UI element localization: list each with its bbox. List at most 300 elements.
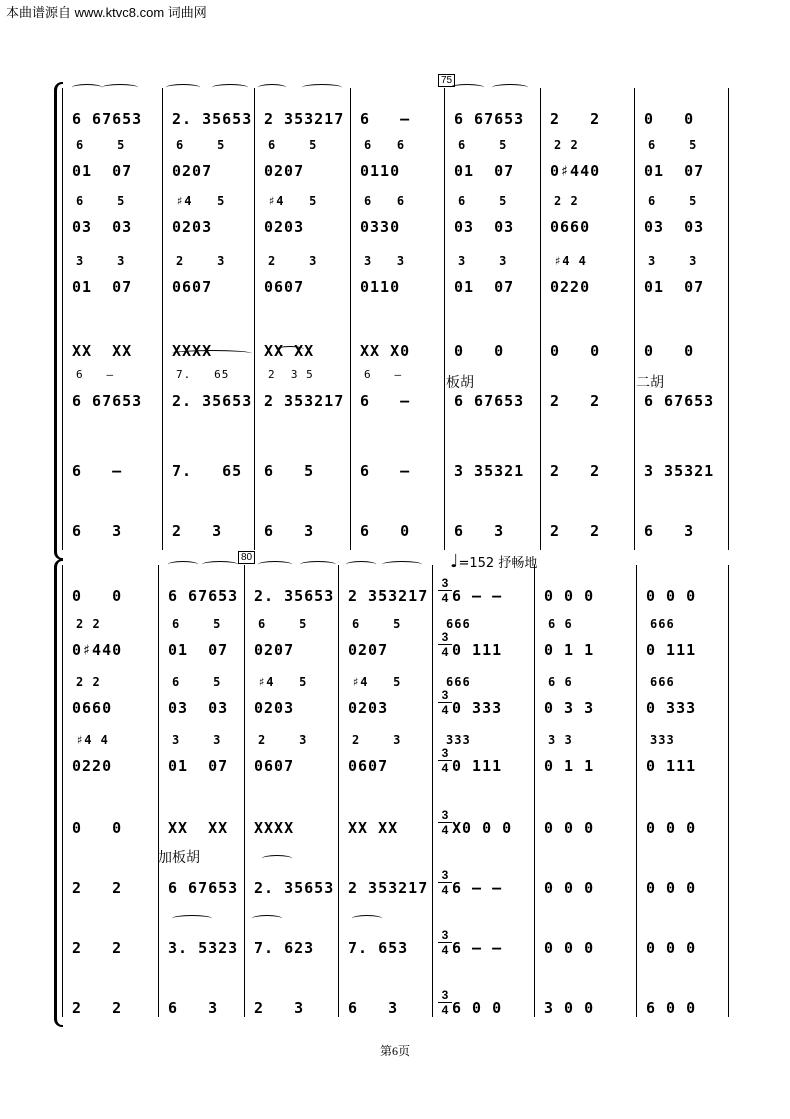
chord-upper-notes: 7. 65 [176, 368, 230, 381]
measure [534, 917, 636, 961]
measure [540, 140, 634, 184]
measure-notes: 6 67653 [454, 392, 525, 410]
measure-notes: 6 3 [454, 522, 505, 540]
chord-upper-notes: 6 5 [458, 138, 508, 152]
measure [634, 256, 730, 300]
measure [444, 196, 540, 240]
staff-row [62, 677, 730, 721]
slur-mark [172, 915, 212, 922]
measure-notes: 7. 653 [348, 939, 409, 957]
measure [444, 500, 540, 544]
measure-notes: 0 111 [646, 641, 697, 659]
slur-mark [166, 84, 200, 91]
staff-row [62, 797, 730, 841]
measure-notes: 01 07 [168, 641, 229, 659]
measure [350, 88, 444, 132]
measure-notes: 3 0 0 [544, 999, 595, 1017]
slur-mark [346, 561, 376, 568]
slur-mark [352, 915, 382, 922]
measure [162, 196, 254, 240]
measure-notes: 6 – [72, 462, 123, 480]
time-signature-top: 3 [441, 928, 449, 942]
measure-notes: 0207 [348, 641, 389, 659]
slur-mark [276, 346, 304, 353]
measure-notes: 0 0 0 [544, 939, 595, 957]
measure [162, 256, 254, 300]
measure-notes: 01 07 [454, 162, 515, 180]
staff-row [62, 320, 730, 364]
measure-notes: 6 3 [348, 999, 399, 1017]
time-signature [438, 747, 452, 774]
measure [62, 256, 162, 300]
measure-notes: XX XX [168, 819, 229, 837]
slur-mark [72, 84, 102, 91]
measure [540, 500, 634, 544]
measure-notes: 2 2 [72, 879, 123, 897]
slur-mark [382, 561, 422, 568]
measure [350, 500, 444, 544]
chord-upper-notes: 6 5 [648, 194, 698, 208]
measure-notes: 2 353217 [348, 879, 429, 897]
measure [158, 735, 244, 779]
measure-notes: 2 2 [550, 462, 601, 480]
measure-notes: 0 0 [72, 819, 123, 837]
measure-notes: 0 111 [452, 757, 503, 775]
staff-row [62, 370, 730, 414]
time-signature [438, 989, 452, 1016]
chord-upper-notes: 666 [446, 617, 471, 631]
measure-notes: 0 0 [72, 587, 123, 605]
measure-notes: 6 0 0 [452, 999, 503, 1017]
time-signature [438, 869, 452, 896]
measure-notes: 0 111 [452, 641, 503, 659]
measure [62, 140, 162, 184]
measure-notes: 7. 65 [172, 462, 243, 480]
measure-notes: 0 333 [452, 699, 503, 717]
instrument-label-erhu: 二胡 [636, 375, 664, 391]
measure-notes: 6 67653 [168, 587, 239, 605]
measure-notes: 0 0 [644, 110, 695, 128]
measure [244, 857, 338, 901]
measure [62, 440, 162, 484]
time-signature-top: 3 [441, 576, 449, 590]
measure-notes: XX XX [348, 819, 399, 837]
chord-upper-notes: 333 [446, 733, 471, 747]
measure [62, 196, 162, 240]
measure-notes: 03 03 [168, 699, 229, 717]
measure-notes: 2 2 [550, 110, 601, 128]
measure-notes: 0203 [348, 699, 389, 717]
measure-notes: 0207 [172, 162, 213, 180]
time-signature-top: 3 [441, 988, 449, 1002]
chord-upper-notes: 2 3 [258, 733, 308, 747]
measure [162, 440, 254, 484]
measure-notes: 0203 [172, 218, 213, 236]
time-signature-bottom: 4 [441, 761, 449, 775]
score-system-1 [62, 75, 730, 550]
measure [338, 857, 432, 901]
slur-mark [300, 561, 336, 568]
chord-upper-notes: 6 5 [648, 138, 698, 152]
chord-upper-notes: 6 6 [548, 617, 573, 631]
time-signature-top: 3 [441, 808, 449, 822]
measure [254, 320, 350, 364]
measure [350, 196, 444, 240]
chord-upper-notes: 6 5 [268, 138, 318, 152]
time-signature [438, 689, 452, 716]
measure-notes: 0 1 1 [544, 641, 595, 659]
rehearsal-mark: 75 [438, 74, 455, 87]
measure-notes: 0 0 0 [646, 879, 697, 897]
measure [540, 196, 634, 240]
measure-notes: 0220 [72, 757, 113, 775]
measure-notes: 0660 [72, 699, 113, 717]
chord-upper-notes: 6 5 [76, 138, 126, 152]
chord-upper-notes: ♯4 4 [554, 254, 587, 268]
staff-row [62, 565, 730, 609]
measure-notes: 0 111 [646, 757, 697, 775]
measure-notes: 01 07 [644, 162, 705, 180]
measure [62, 797, 158, 841]
measure-notes: 6 3 [168, 999, 219, 1017]
measure [244, 735, 338, 779]
chord-upper-notes: 2 3 [352, 733, 402, 747]
measure [534, 977, 636, 1021]
measure-notes: X0 0 0 [452, 819, 513, 837]
measure [254, 196, 350, 240]
measure-notes: 6 67653 [72, 392, 143, 410]
measure [634, 140, 730, 184]
measure-notes: 0 0 0 [544, 819, 595, 837]
staff-row [62, 735, 730, 779]
measure [338, 677, 432, 721]
measure [158, 977, 244, 1021]
chord-upper-notes: 6 5 [352, 617, 402, 631]
measure [350, 140, 444, 184]
measure-notes: 0110 [360, 278, 401, 296]
chord-upper-notes: 2 2 [76, 675, 101, 689]
measure [338, 619, 432, 663]
time-signature [438, 577, 452, 604]
chord-upper-notes: 6 6 [364, 194, 406, 208]
measure-notes: 0110 [360, 162, 401, 180]
slur-mark [172, 350, 252, 357]
measure [158, 677, 244, 721]
measure [62, 320, 162, 364]
measure [636, 619, 730, 663]
slur-mark [492, 84, 528, 91]
measure-notes: 03 03 [454, 218, 515, 236]
measure [534, 735, 636, 779]
measure-notes: 0607 [264, 278, 305, 296]
measure [62, 500, 162, 544]
staff-row [62, 977, 730, 1021]
measure-notes: 6 67653 [72, 110, 143, 128]
time-signature-top: 3 [441, 630, 449, 644]
measure [158, 797, 244, 841]
chord-upper-notes: 6 – [76, 368, 115, 381]
measure-notes: 0 0 0 [544, 587, 595, 605]
measure-notes: 0 1 1 [544, 757, 595, 775]
measure [62, 977, 158, 1021]
chord-upper-notes: 2 3 [176, 254, 226, 268]
slur-mark [102, 84, 138, 91]
measure-notes: 2 353217 [264, 392, 345, 410]
time-signature-bottom: 4 [441, 823, 449, 837]
measure [350, 320, 444, 364]
measure [244, 565, 338, 609]
measure [636, 797, 730, 841]
measure [636, 917, 730, 961]
measure [636, 857, 730, 901]
measure [444, 440, 540, 484]
chord-upper-notes: 6 6 [364, 138, 406, 152]
chord-upper-notes: 3 3 [76, 254, 126, 268]
measure-notes: XXXX [172, 342, 213, 360]
measure-notes: 2 3 [254, 999, 305, 1017]
measure [254, 500, 350, 544]
measure [350, 440, 444, 484]
measure [338, 977, 432, 1021]
measure [534, 619, 636, 663]
chord-upper-notes: 6 – [364, 368, 403, 381]
measure-notes: XXXX [254, 819, 295, 837]
measure-notes: 01 07 [72, 278, 133, 296]
measure-notes: 03 03 [644, 218, 705, 236]
measure [636, 677, 730, 721]
measure [338, 917, 432, 961]
measure-notes: 0 0 [644, 342, 695, 360]
measure-notes: 2 353217 [264, 110, 345, 128]
slur-mark [262, 855, 292, 862]
time-signature-bottom: 4 [441, 591, 449, 605]
slur-mark [252, 915, 282, 922]
measure [162, 140, 254, 184]
measure [350, 256, 444, 300]
measure-notes: 6 3 [264, 522, 315, 540]
time-signature-bottom: 4 [441, 703, 449, 717]
staff-row [62, 196, 730, 240]
time-signature [438, 929, 452, 956]
measure [634, 320, 730, 364]
chord-upper-notes: 3 3 [648, 254, 698, 268]
chord-upper-notes: 2 2 [554, 138, 579, 152]
measure-notes: 0 0 0 [646, 587, 697, 605]
measure-notes: 0 0 0 [544, 879, 595, 897]
measure [62, 857, 158, 901]
time-signature-bottom: 4 [441, 943, 449, 957]
measure [62, 917, 158, 961]
measure-notes: 03 03 [72, 218, 133, 236]
measure-notes: 01 07 [72, 162, 133, 180]
measure [540, 256, 634, 300]
chord-upper-notes: 333 [650, 733, 675, 747]
measure-notes: 3 35321 [644, 462, 715, 480]
time-signature-bottom: 4 [441, 883, 449, 897]
measure [534, 677, 636, 721]
time-signature-top: 3 [441, 868, 449, 882]
measure-notes: 0 333 [646, 699, 697, 717]
measure-notes: 2 2 [550, 392, 601, 410]
measure [162, 370, 254, 414]
staff-row [62, 440, 730, 484]
measure [254, 256, 350, 300]
measure-notes: 6 3 [72, 522, 123, 540]
measure [162, 500, 254, 544]
measure [62, 735, 158, 779]
time-signature [438, 809, 452, 836]
measure [444, 320, 540, 364]
measure [636, 735, 730, 779]
time-signature-bottom: 4 [441, 645, 449, 659]
measure-notes: 0203 [254, 699, 295, 717]
measure [634, 440, 730, 484]
measure-notes: 0 0 0 [646, 939, 697, 957]
measure [254, 88, 350, 132]
measure-notes: 0 0 0 [646, 819, 697, 837]
measure [636, 977, 730, 1021]
chord-upper-notes: 6 6 [548, 675, 573, 689]
tempo-marking [450, 551, 537, 572]
measure-notes: 6 5 [264, 462, 315, 480]
slur-mark [450, 84, 484, 91]
measure-notes: XX XX [264, 342, 315, 360]
measure-notes: 6 3 [644, 522, 695, 540]
measure-notes: 2. 35653 [172, 392, 253, 410]
staff-row [62, 140, 730, 184]
measure-notes: 6 – [360, 462, 411, 480]
chord-upper-notes: 666 [650, 617, 675, 631]
measure [254, 140, 350, 184]
barline [728, 88, 729, 550]
time-signature-top: 3 [441, 688, 449, 702]
measure-notes: 6 – [360, 392, 411, 410]
chord-upper-notes: ♯4 5 [352, 675, 402, 689]
measure-notes: 0 3 3 [544, 699, 595, 717]
slur-mark [202, 561, 238, 568]
chord-upper-notes: ♯4 5 [268, 194, 318, 208]
measure [254, 440, 350, 484]
chord-upper-notes: 2 3 [268, 254, 318, 268]
slur-mark [302, 84, 342, 91]
measure [244, 619, 338, 663]
measure-notes: 0203 [264, 218, 305, 236]
chord-upper-notes: 6 5 [458, 194, 508, 208]
measure-notes: 0330 [360, 218, 401, 236]
measure [338, 797, 432, 841]
barline [728, 565, 729, 1017]
measure-notes: 0 0 [550, 342, 601, 360]
measure-notes: 01 07 [644, 278, 705, 296]
site-watermark-header: 本曲谱源自 www.ktvc8.com 词曲网 [6, 5, 207, 20]
measure [62, 370, 162, 414]
measure [244, 677, 338, 721]
measure [62, 677, 158, 721]
measure-notes: XX XX [72, 342, 133, 360]
measure-notes: 0207 [264, 162, 305, 180]
measure [350, 370, 444, 414]
score-system-2 [62, 551, 730, 1017]
time-signature-bottom: 4 [441, 1003, 449, 1017]
measure [244, 797, 338, 841]
measure [254, 370, 350, 414]
measure [634, 500, 730, 544]
measure [534, 565, 636, 609]
chord-upper-notes: ♯4 5 [258, 675, 308, 689]
measure-notes: 2 2 [72, 999, 123, 1017]
measure-notes: 01 07 [454, 278, 515, 296]
chord-upper-notes: 666 [650, 675, 675, 689]
chord-upper-notes: 2 2 [554, 194, 579, 208]
measure [540, 88, 634, 132]
measure [158, 565, 244, 609]
measure-notes: XX X0 [360, 342, 411, 360]
time-signature-top: 3 [441, 746, 449, 760]
measure [534, 857, 636, 901]
instrument-label-banhu: 板胡 [446, 375, 474, 391]
measure-notes: 0607 [172, 278, 213, 296]
rehearsal-mark: 80 [238, 551, 255, 564]
measure [158, 917, 244, 961]
chord-upper-notes: 2 2 [76, 617, 101, 631]
staff-row [62, 256, 730, 300]
measure [244, 977, 338, 1021]
measure [62, 565, 158, 609]
chord-upper-notes: 6 5 [76, 194, 126, 208]
chord-upper-notes: 3 3 [172, 733, 222, 747]
measure-notes: 7. 623 [254, 939, 315, 957]
measure-notes: 01 07 [168, 757, 229, 775]
measure-notes: 6 67653 [454, 110, 525, 128]
measure [540, 370, 634, 414]
chord-upper-notes: 666 [446, 675, 471, 689]
measure-notes: 3. 5323 [168, 939, 239, 957]
measure-notes: 2. 35653 [254, 587, 335, 605]
staff-row [62, 88, 730, 132]
measure-notes: 0607 [348, 757, 389, 775]
measure-notes: 6 – – [452, 879, 503, 897]
measure-notes: 0♯440 [72, 641, 123, 659]
measure [62, 619, 158, 663]
measure-notes: 6 0 0 [646, 999, 697, 1017]
measure [636, 565, 730, 609]
measure [444, 256, 540, 300]
measure-notes: 2. 35653 [172, 110, 253, 128]
instrument-label-jia-banhu: 加板胡 [158, 850, 200, 866]
measure [162, 320, 254, 364]
chord-upper-notes: 6 5 [176, 138, 226, 152]
chord-upper-notes: ♯4 5 [176, 194, 226, 208]
chord-upper-notes: ♯4 4 [76, 733, 109, 747]
measure-notes: 3 35321 [454, 462, 525, 480]
measure [540, 440, 634, 484]
measure [540, 320, 634, 364]
measure-notes: 2 2 [72, 939, 123, 957]
measure-notes: 6 0 [360, 522, 411, 540]
slur-mark [212, 84, 248, 91]
measure [338, 565, 432, 609]
time-signature [438, 631, 452, 658]
measure-notes: 2 2 [550, 522, 601, 540]
measure-notes: 0♯440 [550, 162, 601, 180]
measure-notes: 0660 [550, 218, 591, 236]
staff-row [62, 500, 730, 544]
measure-notes: 6 67653 [168, 879, 239, 897]
measure-notes: 2 353217 [348, 587, 429, 605]
measure [158, 619, 244, 663]
measure [244, 917, 338, 961]
measure-notes: 0207 [254, 641, 295, 659]
